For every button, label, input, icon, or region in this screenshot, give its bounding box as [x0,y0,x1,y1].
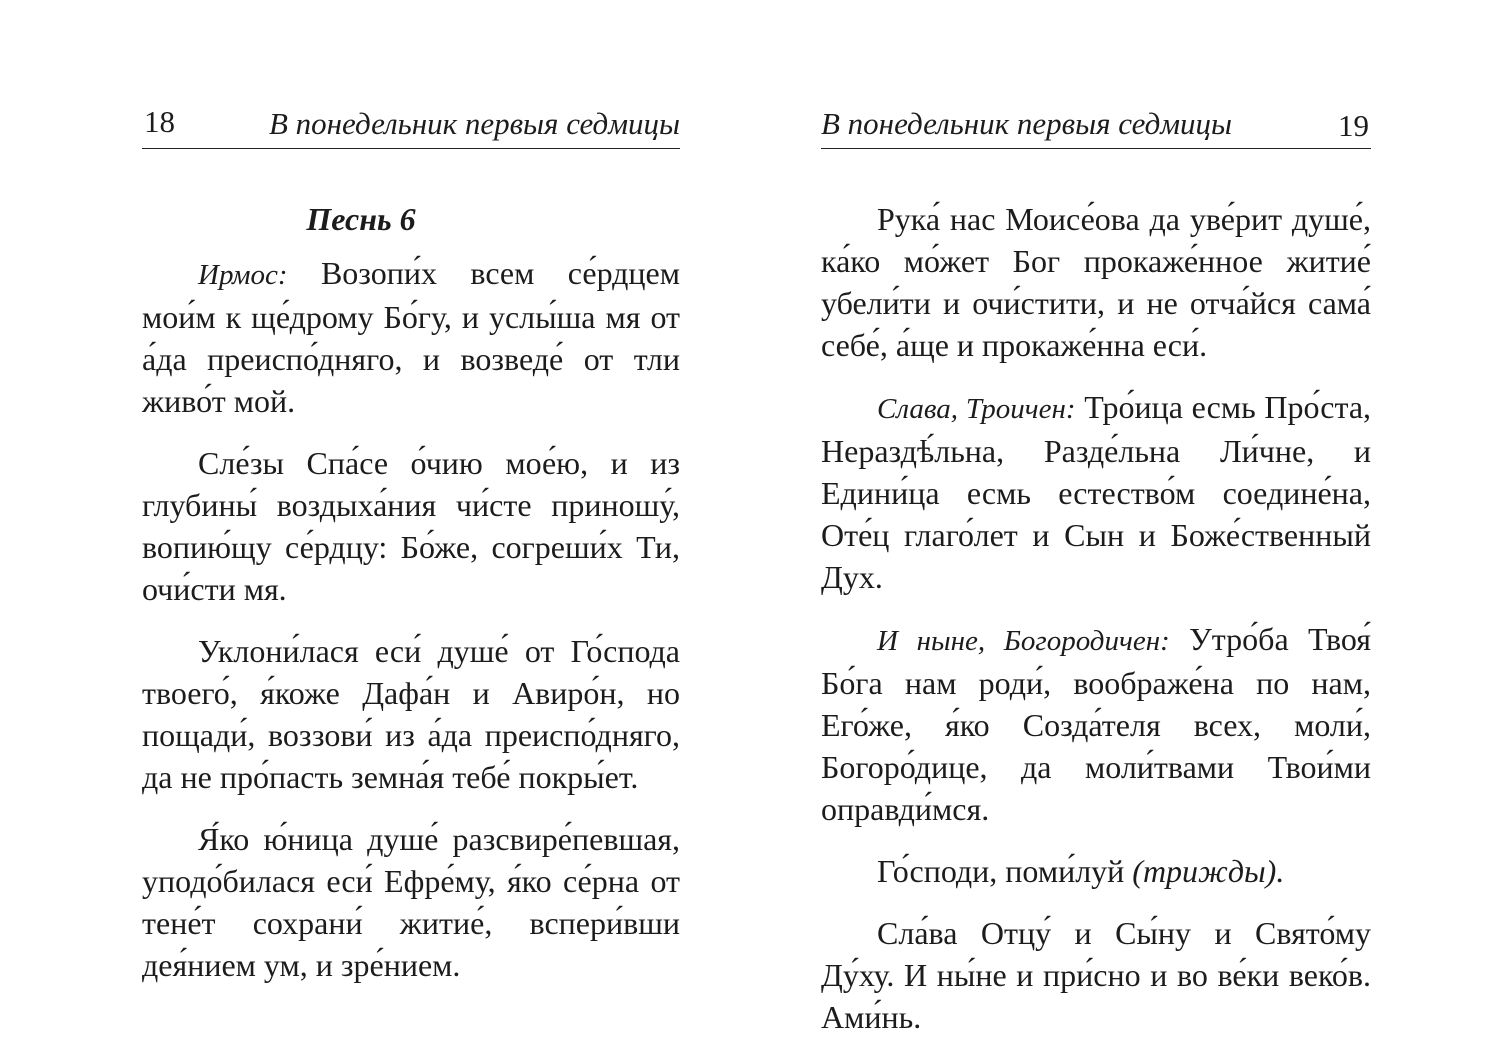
kyrie-text: Го́споди, поми́луй [877,853,1125,889]
slava-label: Слава, Троичен: [877,393,1076,425]
page-number-left: 18 [144,104,175,139]
kyrie-rubric: (трижды). [1132,853,1285,889]
page-number-right: 19 [1338,108,1369,143]
running-head-title-right: В понедельник первыя седмицы [821,106,1233,141]
nyne-text: Утро́ба Твоя́ Бо́га нам роди́, воображе́на по нам, Его́же, я́ко Созда́теля всех, моли́, Богоро́дице, да моли́твами Твои́ми оправди́мся. [821,621,1372,827]
running-head-left [142,100,680,149]
troparion-4: Рука́ нас Моисе́ова да уве́рит душе́, ка́ко мо́жет Бог прокаже́нное житие́ убели́ти и очи́стити, и не отча́йся сама́ себе́, а́ще и прокаже́нна еси́. [821,201,1371,363]
irmos-paragraph [142,252,680,422]
kyrie-paragraph [821,850,1371,892]
irmos-text: Возопи́х всем се́рдцем мои́м к ще́дрому Бо́гу, и услы́ша мя от а́да преиспо́дняго, и возведе́ от тли живо́т мой. [142,255,681,419]
troparion-1: Сле́зы Спа́се о́чию мое́ю, и из глубины́ воздыха́ния чи́сте приношу́, вопию́щу се́рдцу: Бо́же, согреши́х Ти, очи́сти мя. [142,445,680,607]
troparion-2: Уклони́лася еси́ душе́ от Го́спода твоего́, я́коже Дафа́н и Авиро́н, но пощади́, воззови́ из а́да преиспо́дняго, да не про́пасть земна́я тебе́ покры́ет. [142,633,680,795]
right-page-body [821,198,1371,1058]
ode-title: Песнь 6 [306,201,416,237]
slava-paragraph [821,386,1371,598]
nyne-paragraph [821,618,1371,830]
nyne-label: И ныне, Богородичен: [877,625,1170,657]
troparion-3: Я́ко ю́ница душе́ разсвире́певшая, уподо́билася еси́ Ефре́му, я́ко се́рна от тене́т сохрани́ житие́, вспери́вши дея́нием ум, и зре́нием. [142,821,680,983]
slava-text: Тро́ица есмь Про́ста, Нераздѣ́льна, Разде́льна Ли́чне, и Едини́ца есмь естество́м соедине́на, Оте́ц глаго́лет и Сын и Боже́ственный Дух. [821,389,1372,595]
irmos-label: Ирмос: [198,259,288,291]
running-head-title-left: В понедельник первыя седмицы [268,106,680,141]
running-head-right [821,100,1371,149]
left-page-body [142,198,680,1006]
doxology: Сла́ва Отцу́ и Сы́ну и Свято́му Ду́ху. И ны́не и при́сно и во ве́ки веко́в. Ами́нь. [821,915,1371,1035]
